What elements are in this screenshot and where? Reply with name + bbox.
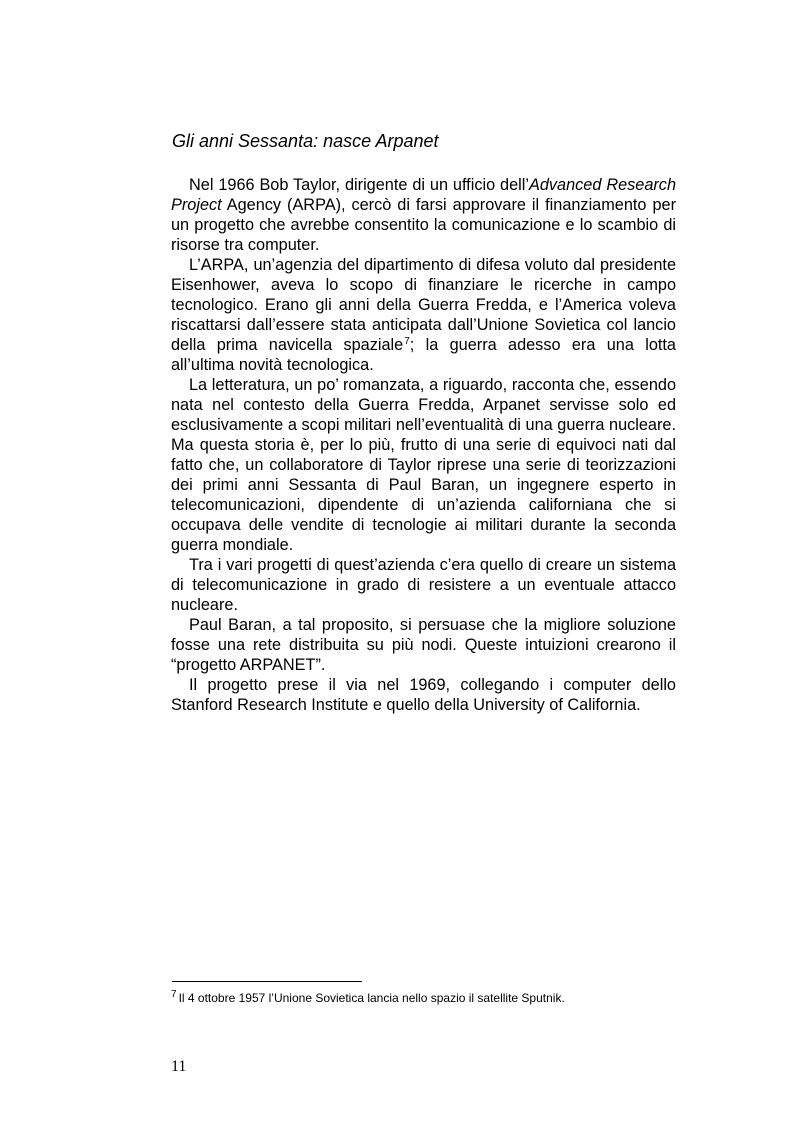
- paragraph-1-pre: Nel 1966 Bob Taylor, dirigente di un ufficio dell’: [189, 176, 529, 194]
- paragraph-1-post: Agency (ARPA), cercò di farsi approvare il finanziamento per un progetto che avrebbe consentito la comunicazione e lo scambio di risorse tra computer.: [171, 196, 676, 254]
- paragraph-2: [171, 255, 676, 375]
- paragraph-4: Tra i vari progetti di quest’azienda c’era quello di creare un sistema di telecomunicazione in grado di resistere a un eventuale attacco nucleare.: [171, 556, 676, 614]
- paragraph-1: [171, 175, 676, 255]
- footnote: [171, 988, 565, 1010]
- footnote-text: Il 4 ottobre 1957 l’Unione Sovietica lancia nello spazio il satellite Sputnik.: [178, 991, 565, 1005]
- paragraph-6: Il progetto prese il via nel 1969, collegando i computer dello Stanford Research Institute e quello della University of California.: [171, 676, 676, 714]
- paragraph-5: Paul Baran, a tal proposito, si persuase che la migliore soluzione fosse una rete distribuita su più nodi. Queste intuizioni crearono il “progetto ARPANET”.: [171, 616, 676, 674]
- paragraph-3: La letteratura, un po’ romanzata, a riguardo, racconta che, essendo nata nel contesto della Guerra Fredda, Arpanet servisse solo ed esclusivamente a scopi militari nell’eventualità di una guerra nucleare. Ma questa storia è, per lo più, frutto di una serie di equivoci nati dal fatto che, un collaboratore di Taylor riprese una serie di teorizzazioni dei primi anni Sessanta di Paul Baran, un ingegnere esperto in telecomunicazioni, dipendente di un’azienda californiana che si occupava delle vendite di tecnologie ai militari durante la seconda guerra mondiale.: [171, 376, 676, 554]
- footnote-reference[interactable]: 7: [404, 336, 410, 347]
- section-heading: Gli anni Sessanta: nasce Arpanet: [172, 131, 439, 151]
- footnote-divider: [172, 981, 362, 982]
- paragraph-2-post: ; la guerra adesso era una lotta all’ultima novità tecnologica.: [171, 336, 676, 374]
- footnote-number: 7: [171, 989, 177, 1000]
- paragraph-1-italic: Advanced Research Project: [171, 176, 676, 214]
- page-number: 11: [171, 1058, 187, 1075]
- paragraph-2-pre: L’ARPA, un’agenzia del dipartimento di difesa voluto dal presidente Eisenhower, aveva lo scopo di finanziare le ricerche in campo tecnologico. Erano gli anni della Guerra Fredda, e l’America voleva riscattarsi dall’essere stata anticipata dall’Unione Sovietica col lancio della prima navicella spaziale: [171, 256, 676, 354]
- body-text: [171, 175, 676, 715]
